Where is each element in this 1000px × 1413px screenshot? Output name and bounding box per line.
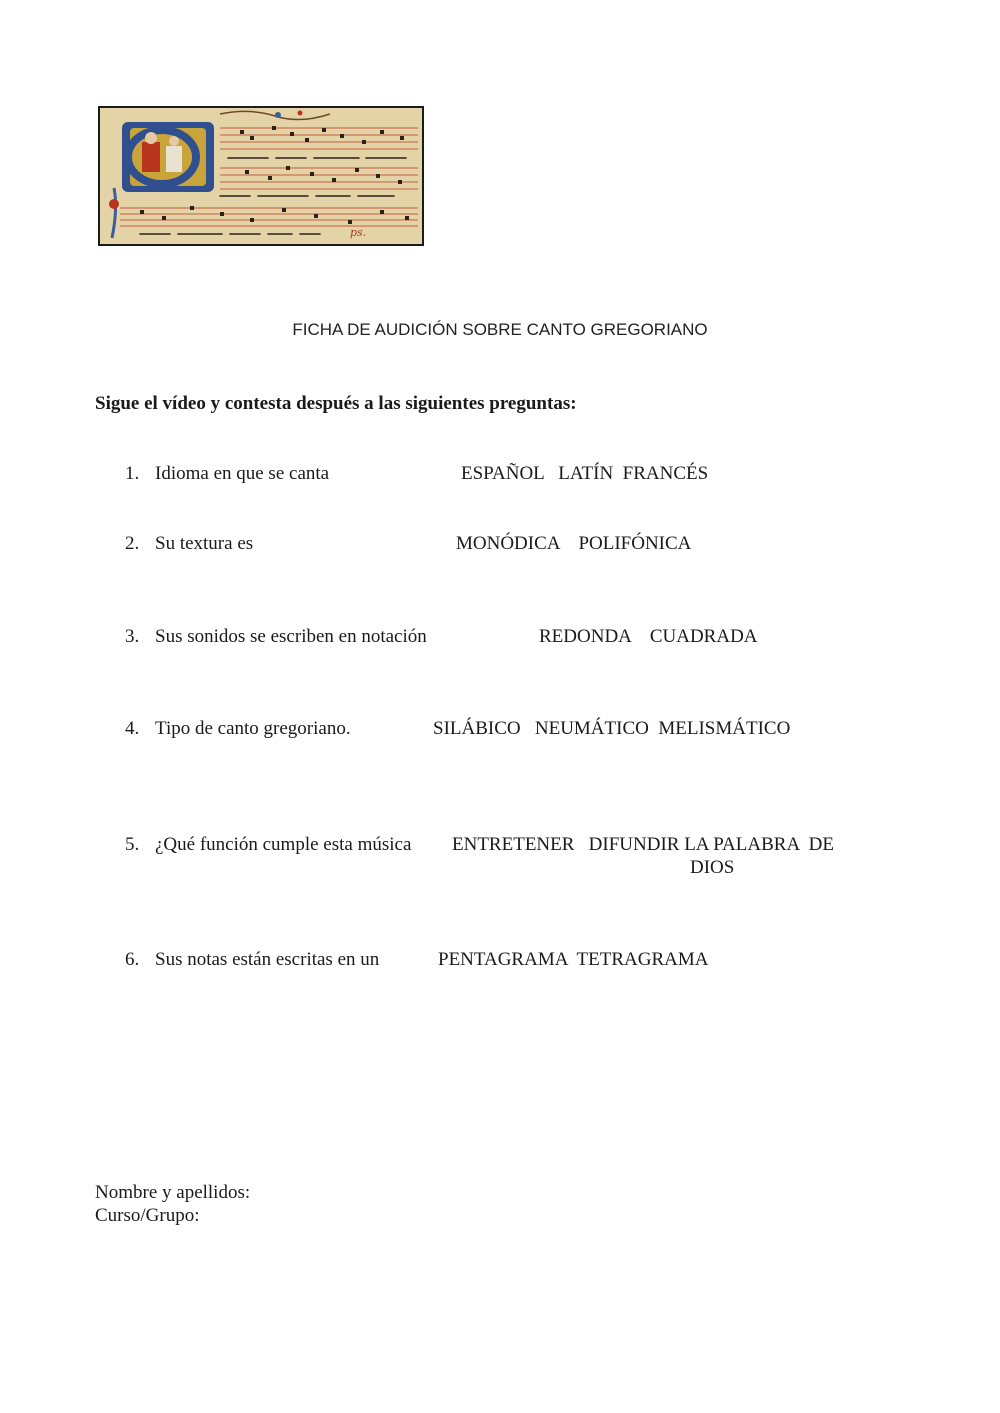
page-title: FICHA DE AUDICIÓN SOBRE CANTO GREGORIANO: [292, 320, 708, 339]
question-text: Tipo de canto gregoriano.: [155, 718, 351, 739]
svg-text:ps.: ps.: [350, 226, 367, 239]
question-text: Idioma en que se canta: [155, 463, 330, 484]
question-number: 1.: [125, 463, 140, 484]
question-options[interactable]: SILÁBICO NEUMÁTICO MELISMÁTICO: [433, 718, 791, 739]
question-number: 5.: [125, 834, 140, 855]
question-text: Sus sonidos se escriben en notación: [155, 626, 427, 647]
course-label: Curso/Grupo:: [95, 1205, 200, 1226]
manuscript-image: [98, 106, 424, 246]
question-number: 3.: [125, 626, 140, 647]
question-options[interactable]: ENTRETENER DIFUNDIR LA PALABRA DE: [452, 834, 834, 855]
question-options[interactable]: REDONDA CUADRADA: [539, 626, 758, 647]
question-options[interactable]: PENTAGRAMA TETRAGRAMA: [438, 949, 709, 970]
question-options[interactable]: MONÓDICA POLIFÓNICA: [456, 533, 692, 554]
question-number: 6.: [125, 949, 140, 970]
name-label: Nombre y apellidos:: [95, 1182, 251, 1203]
question-options[interactable]: ESPAÑOL LATÍN FRANCÉS: [461, 463, 709, 484]
question-text: Sus notas están escritas en un: [155, 949, 380, 970]
question-text: Su textura es: [155, 533, 254, 554]
instructions-text: Sigue el vídeo y contesta después a las siguientes preguntas:: [95, 393, 577, 414]
question-number: 2.: [125, 533, 140, 554]
question-number: 4.: [125, 718, 140, 739]
question-options-continued[interactable]: DIOS: [690, 857, 735, 878]
question-text: ¿Qué función cumple esta música: [155, 834, 412, 855]
